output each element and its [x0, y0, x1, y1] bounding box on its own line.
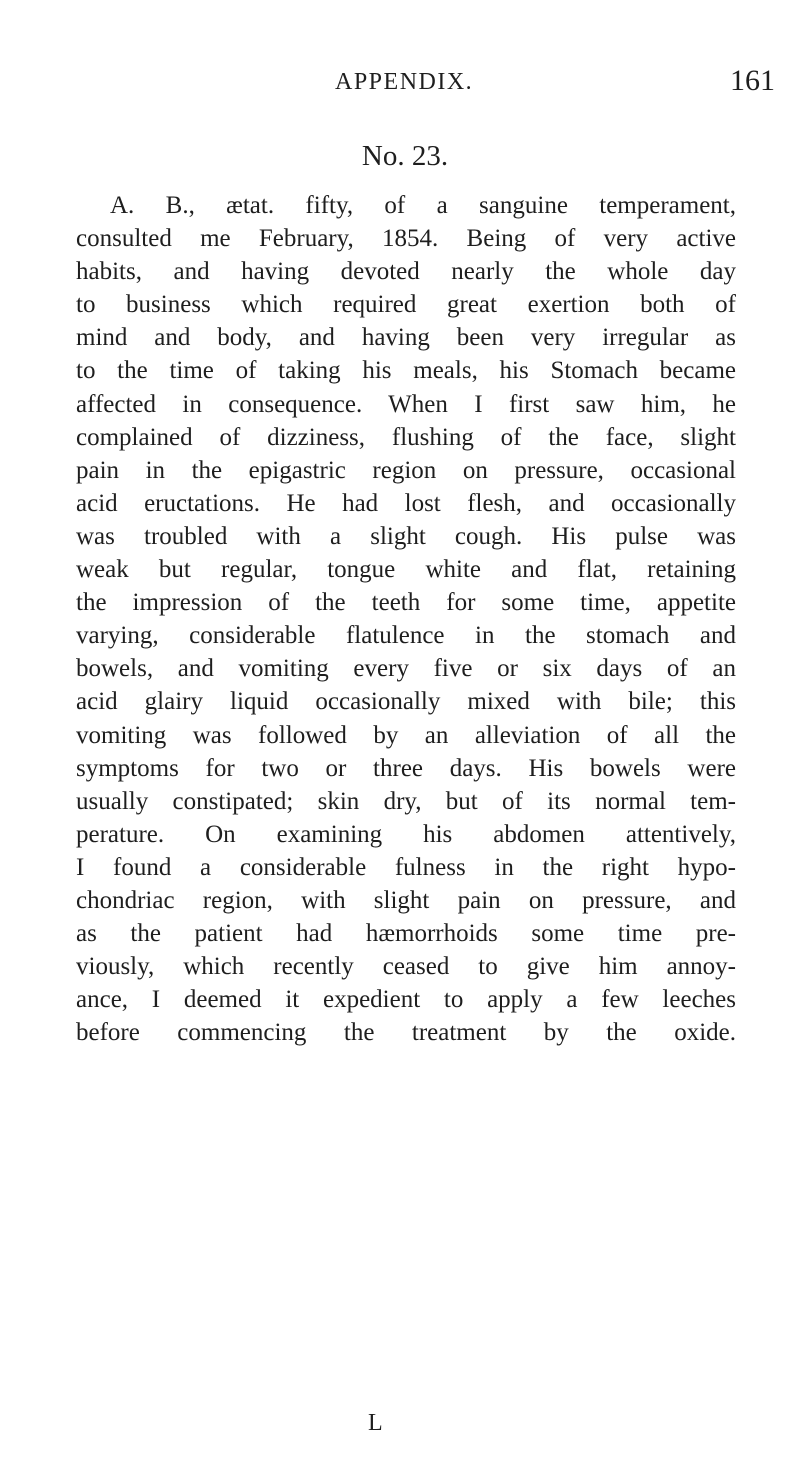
text-line: habits, and having devoted nearly the whole day — [76, 258, 736, 286]
text-line: the impression of the teeth for some time, appetite — [76, 589, 736, 617]
page-number: 161 — [730, 64, 775, 97]
text-line: as the patient had hæmorrhoids some time pre- — [76, 920, 736, 948]
text-line: bowels, and vomiting every five or six days of an — [76, 655, 736, 683]
text-line: I found a considerable fulness in the right hypo- — [76, 853, 736, 881]
signature-mark: L — [368, 1410, 383, 1436]
text-line: chondriac region, with slight pain on pressure, and — [76, 886, 736, 914]
text-line: ance, I deemed it expedient to apply a few leeches — [76, 986, 736, 1014]
text-line: weak but regular, tongue white and flat, retaining — [76, 556, 736, 584]
text-line: acid eructations. He had lost flesh, and occasionally — [76, 489, 736, 517]
text-line: A. B., ætat. fifty, of a sanguine temperament, — [110, 192, 736, 219]
text-line: affected in consequence. When I first saw him, he — [76, 390, 736, 418]
case-heading: No. 23. — [361, 140, 449, 172]
text-line: before commencing the treatment by the oxide. — [76, 1019, 736, 1047]
case-paragraph — [76, 189, 736, 1049]
text-line: mind and body, and having been very irregular as — [76, 324, 736, 352]
text-line: acid glairy liquid occasionally mixed with bile; this — [76, 688, 736, 716]
text-line: consulted me February, 1854. Being of very active — [76, 225, 736, 253]
text-line: complained of dizziness, flushing of the face, slight — [76, 423, 736, 451]
running-head: APPENDIX. — [335, 69, 474, 95]
text-line: varying, considerable flatulence in the stomach and — [76, 622, 736, 650]
text-line: usually constipated; skin dry, but of its normal tem- — [76, 787, 736, 815]
text-line: perature. On examining his abdomen attentively, — [76, 820, 736, 848]
text-line: to business which required great exertion both of — [76, 291, 736, 319]
text-line: vomiting was followed by an alleviation of all the — [76, 721, 736, 749]
text-line: was troubled with a slight cough. His pulse was — [76, 522, 736, 550]
text-line: pain in the epigastric region on pressure, occasional — [76, 456, 736, 484]
text-line: to the time of taking his meals, his Stomach became — [76, 357, 736, 385]
text-line: symptoms for two or three days. His bowels were — [76, 754, 736, 782]
text-line: viously, which recently ceased to give him annoy- — [76, 953, 736, 981]
